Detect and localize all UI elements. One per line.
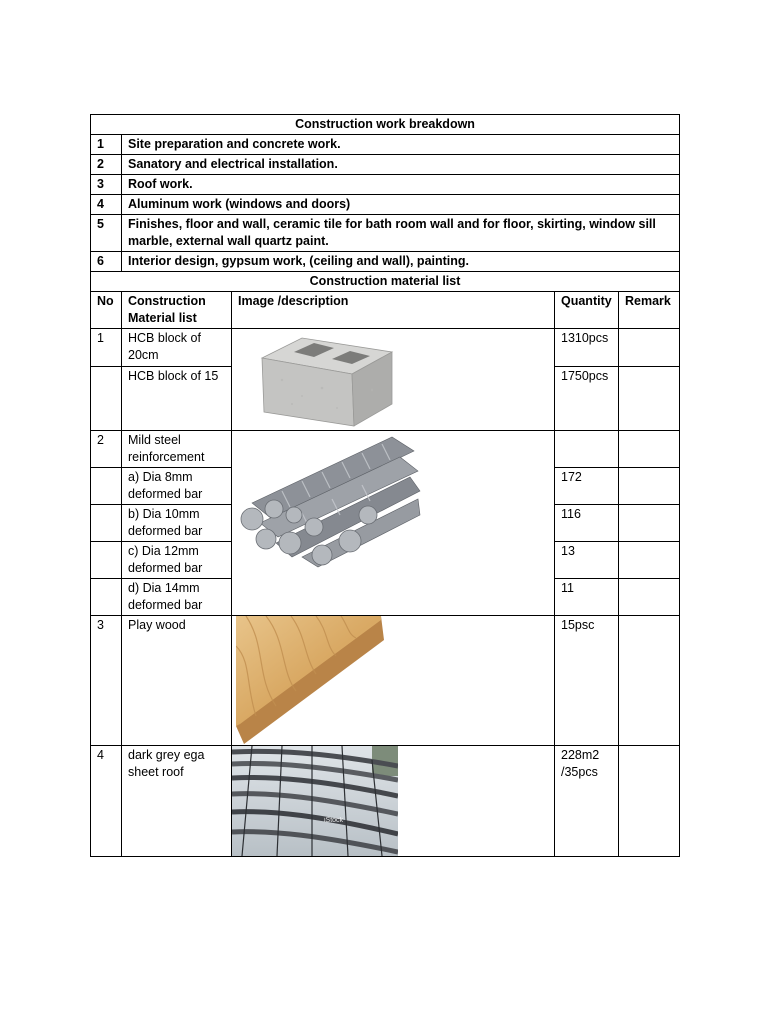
- item-quantity: 15psc: [555, 616, 619, 746]
- item-material: d) Dia 14mm deformed bar: [122, 579, 232, 616]
- item-remark: [619, 468, 680, 505]
- item-number: [91, 367, 122, 431]
- table-row: [91, 155, 680, 175]
- header-material: Construction Material list: [122, 292, 232, 329]
- breakdown-title: Construction work breakdown: [91, 115, 680, 135]
- header-no: No: [91, 292, 122, 329]
- header-quantity: Quantity: [555, 292, 619, 329]
- item-quantity: 1750pcs: [555, 367, 619, 431]
- item-number: 4: [91, 746, 122, 857]
- item-material: HCB block of 20cm: [122, 329, 232, 367]
- work-breakdown-table: [90, 114, 680, 272]
- item-material: b) Dia 10mm deformed bar: [122, 505, 232, 542]
- item-number: [91, 468, 122, 505]
- material-list-table: [90, 271, 680, 857]
- rebar-image-cell: [232, 431, 555, 616]
- item-quantity: 116: [555, 505, 619, 542]
- row-text: Site preparation and concrete work.: [122, 135, 680, 155]
- header-row: [91, 292, 680, 329]
- table-row: [91, 616, 680, 746]
- item-quantity: 13: [555, 542, 619, 579]
- table-row: [91, 329, 680, 367]
- item-material: a) Dia 8mm deformed bar: [122, 468, 232, 505]
- header-remark: Remark: [619, 292, 680, 329]
- row-text: Sanatory and electrical installation.: [122, 155, 680, 175]
- item-material: Mild steel reinforcement: [122, 431, 232, 468]
- table-row: [91, 135, 680, 155]
- item-number: 1: [91, 329, 122, 367]
- item-material: Play wood: [122, 616, 232, 746]
- material-list-title: Construction material list: [91, 272, 680, 292]
- item-quantity: 11: [555, 579, 619, 616]
- item-remark: [619, 367, 680, 431]
- item-material: c) Dia 12mm deformed bar: [122, 542, 232, 579]
- row-number: 4: [91, 195, 122, 215]
- row-number: 1: [91, 135, 122, 155]
- header-image: Image /description: [232, 292, 555, 329]
- table-row: [91, 215, 680, 252]
- plywood-image-cell: [232, 616, 555, 746]
- table-row: [91, 431, 680, 468]
- row-number: 2: [91, 155, 122, 175]
- item-number: [91, 505, 122, 542]
- row-text: Finishes, floor and wall, ceramic tile for bath room wall and for floor, skirting, window sill marble, external wall quartz paint.: [122, 215, 680, 252]
- item-quantity: 1310pcs: [555, 329, 619, 367]
- roof-watermark: iStock: [324, 817, 344, 824]
- table-row: [91, 175, 680, 195]
- item-material: HCB block of 15: [122, 367, 232, 431]
- item-remark: [619, 542, 680, 579]
- rebar-image: [232, 431, 422, 571]
- table-row: [91, 195, 680, 215]
- block-image: [232, 330, 402, 430]
- row-text: Aluminum work (windows and doors): [122, 195, 680, 215]
- row-text: Roof work.: [122, 175, 680, 195]
- row-number: 6: [91, 252, 122, 272]
- plywood-image: [236, 616, 386, 744]
- item-number: 3: [91, 616, 122, 746]
- document-page: [90, 114, 679, 857]
- roof-image-cell: [232, 746, 555, 857]
- item-remark: [619, 616, 680, 746]
- item-quantity: 172: [555, 468, 619, 505]
- item-remark: [619, 746, 680, 857]
- item-number: [91, 542, 122, 579]
- item-number: 2: [91, 431, 122, 468]
- item-remark: [619, 431, 680, 468]
- row-number: 3: [91, 175, 122, 195]
- item-material: dark grey ega sheet roof: [122, 746, 232, 857]
- row-text: Interior design, gypsum work, (ceiling and wall), painting.: [122, 252, 680, 272]
- item-remark: [619, 505, 680, 542]
- item-remark: [619, 579, 680, 616]
- item-quantity: [555, 431, 619, 468]
- block-image-cell: [232, 329, 555, 431]
- table-row: [91, 746, 680, 857]
- item-number: [91, 579, 122, 616]
- item-remark: [619, 329, 680, 367]
- row-number: 5: [91, 215, 122, 252]
- item-quantity: 228m2 /35pcs: [555, 746, 619, 857]
- table-row: [91, 252, 680, 272]
- roof-image: [232, 746, 398, 856]
